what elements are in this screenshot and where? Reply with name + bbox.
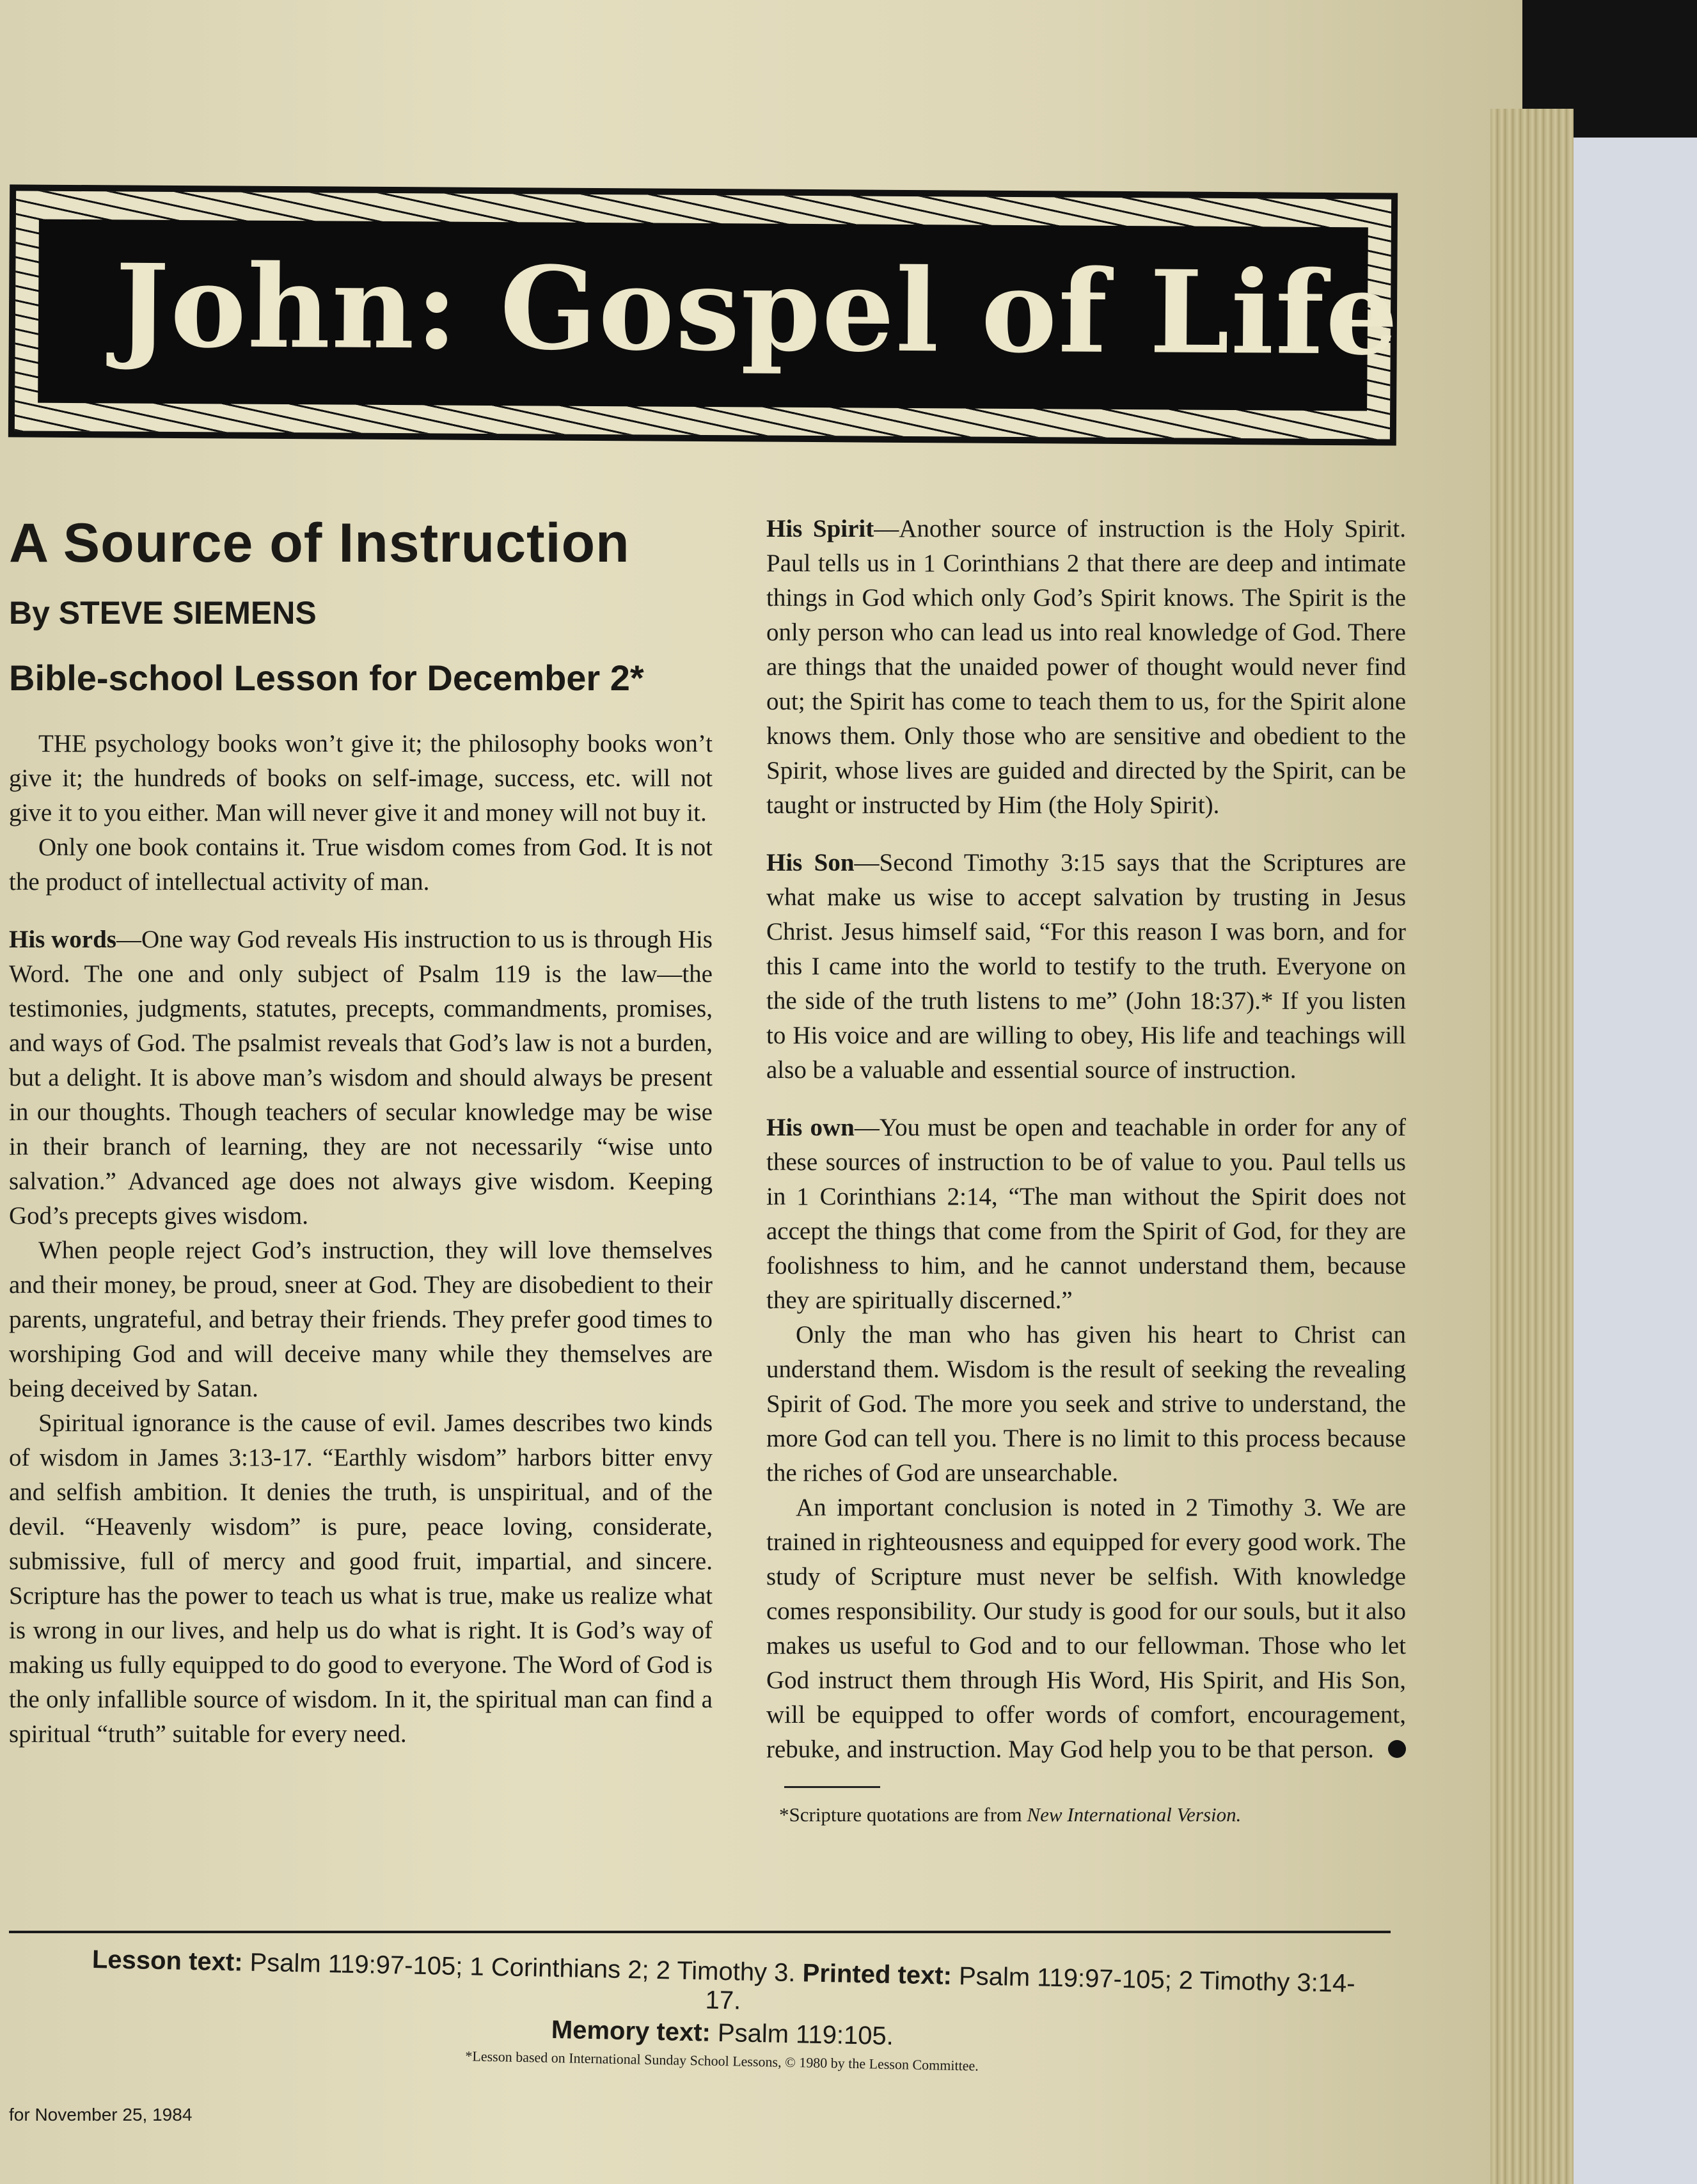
end-mark-icon <box>1388 1740 1406 1758</box>
paragraph-text: An important conclusion is noted in 2 Timothy 3. We are trained in righteousness and equipped for every good work. The study of Scripture must never be selfish. With knowledge comes responsibility. Our study is good for our souls, but it also makes us useful to God and to our fellowman. Those who let God instruct them through His Word, His Spirit, and His Son, will be equipped to offer words of comfort, encouragement, rebuke, and instruction. May God help you to be that person. <box>766 1494 1406 1763</box>
section-paragraph-his-words <box>9 922 713 1233</box>
title-banner <box>8 184 1398 445</box>
lesson-text-label: Lesson text: <box>91 1945 243 1977</box>
lesson-label: Bible-school Lesson for December 2* <box>9 658 644 698</box>
lesson-footnote: *Lesson based on International Sunday School Lessons, © 1980 by the Lesson Committee. <box>465 2048 979 2074</box>
memory-text-label: Memory text: <box>551 2015 711 2047</box>
section-lead: His Spirit <box>766 515 874 542</box>
paragraph: When people reject God’s instruction, they will love themselves and their money, be proud, sneer at God. They are disobedient to their parents, ungrateful, and betray their friends. They prefer good times to worshiping God and will deceive many while they themselves are being deceived by Satan. <box>9 1237 713 1402</box>
section-lead: His words <box>9 926 116 953</box>
footnote-rule <box>784 1786 880 1788</box>
lesson-text-value: Psalm 119:97-105; 1 Corinthians 2; 2 Timothy 3. <box>242 1948 803 1988</box>
section-paragraph-his-spirit <box>766 512 1406 823</box>
printed-text-label: Printed text: <box>802 1959 952 1990</box>
section-lead: His own <box>766 1114 855 1141</box>
right-column <box>766 512 1406 1826</box>
left-column <box>9 512 713 1752</box>
banner-panel <box>38 219 1400 411</box>
section-paragraph-his-son <box>766 846 1406 1088</box>
paragraph <box>766 1491 1406 1767</box>
section-body: —You must be open and teachable in order for any of these sources of instruction to be of value to you. Paul tells us in 1 Corinthians 2:14, “The man without the Spirit does not accept the things that come from the Spirit of God, for they are foolishness to him, and he cannot understand them, because they are spiritually discerned.” <box>766 1114 1407 1314</box>
paragraph: Spiritual ignorance is the cause of evil. James describes two kinds of wisdom in James 3:13-17. “Earthly wisdom” harbors bitter envy and selfish ambition. It denies the truth, is unspiritual, and of the devil. “Heavenly wisdom” is pure, peace loving, considerate, submissive, full of mercy and good fruit, impartial, and sincere. Scripture has the power to teach us what is true, make us realize what is wrong in our lives, and help us do what is right. It is God’s way of making us fully equipped to do good to everyone. The Word of God is the only infallible source of wisdom. In it, the spiritual man can find a spiritual “truth” suitable for every need. <box>9 1409 713 1748</box>
banner-title: John: Gospel of Life <box>114 239 1400 381</box>
section-paragraph-his-own <box>766 1111 1406 1318</box>
footnote-prefix: *Scripture quotations are from <box>779 1803 1027 1826</box>
byline: By STEVE SIEMENS <box>9 595 317 631</box>
printed-text-value: Psalm 119:97-105; 2 Timothy 3:14-17. <box>705 1961 1355 2015</box>
section-lead: His Son <box>766 849 855 876</box>
section-body: —Another source of instruction is the Holy Spirit. Paul tells us in 1 Corinthians 2 that there are deep and intimate things in God which only God’s Spirit knows. The Spirit is the only person who can lead us into real knowledge of God. There are things that the unaided power of thought would never find out; the Spirit has come to teach them to us, for the Spirit alone knows them. Only those who are sensitive and obedient to the Spirit, whose lives are guided and directed by the Spirit, can be taught or instructed by Him (the Holy Spirit). <box>766 515 1407 819</box>
scripture-footnote <box>779 1803 1406 1826</box>
section-body: —One way God reveals His instruction to us is through His Word. The one and only subject of Psalm 119 is the law—the testimonies, judgments, statutes, precepts, commandments, promises, and ways of God. The psalmist reveals that God’s law is not a burden, but a delight. It is above man’s wisdom and should always be present in our thoughts. Though teachers of secular knowledge may be wise in their branch of learning, they are not necessarily “wise unto salvation.” Advanced age does not always give wisdom. Keeping God’s precepts gives wisdom. <box>9 926 713 1230</box>
adjacent-sheet <box>1574 138 1697 2184</box>
memory-text-value: Psalm 119:105. <box>710 2018 894 2051</box>
article-title: A Source of Instruction <box>9 512 630 574</box>
section-body: —Second Timothy 3:15 says that the Scriptures are what make us wise to accept salvation by trusting in Jesus Christ. Jesus himself said, “For this reason I was born, and for this I came into the world to testify to the truth. Everyone on the side of the truth listens to me” (John 18:37).* If you listen to His voice and are willing to obey, His life and teachings will also be a valuable and essential source of instruction. <box>766 849 1406 1084</box>
bottom-rule <box>9 1931 1391 1933</box>
paragraph: Only one book contains it. True wisdom comes from God. It is not the product of intellectual activity of man. <box>9 834 713 896</box>
paragraph: THE psychology books won’t give it; the philosophy books won’t give it; the hundreds of books on self-image, success, etc. will not give it to you either. Man will never give it and money will not buy it. <box>9 730 713 827</box>
page-folio: for November 25, 1984 <box>9 2105 193 2125</box>
page-edge <box>1490 109 1574 2184</box>
footnote-source: New International Version. <box>1027 1803 1242 1826</box>
paragraph: Only the man who has given his heart to Christ can understand them. Wisdom is the result of seeking the revealing Spirit of God. The more you seek and strive to understand, the more God can tell you. There is no limit to this process because the riches of God are unsearchable. <box>766 1321 1406 1487</box>
